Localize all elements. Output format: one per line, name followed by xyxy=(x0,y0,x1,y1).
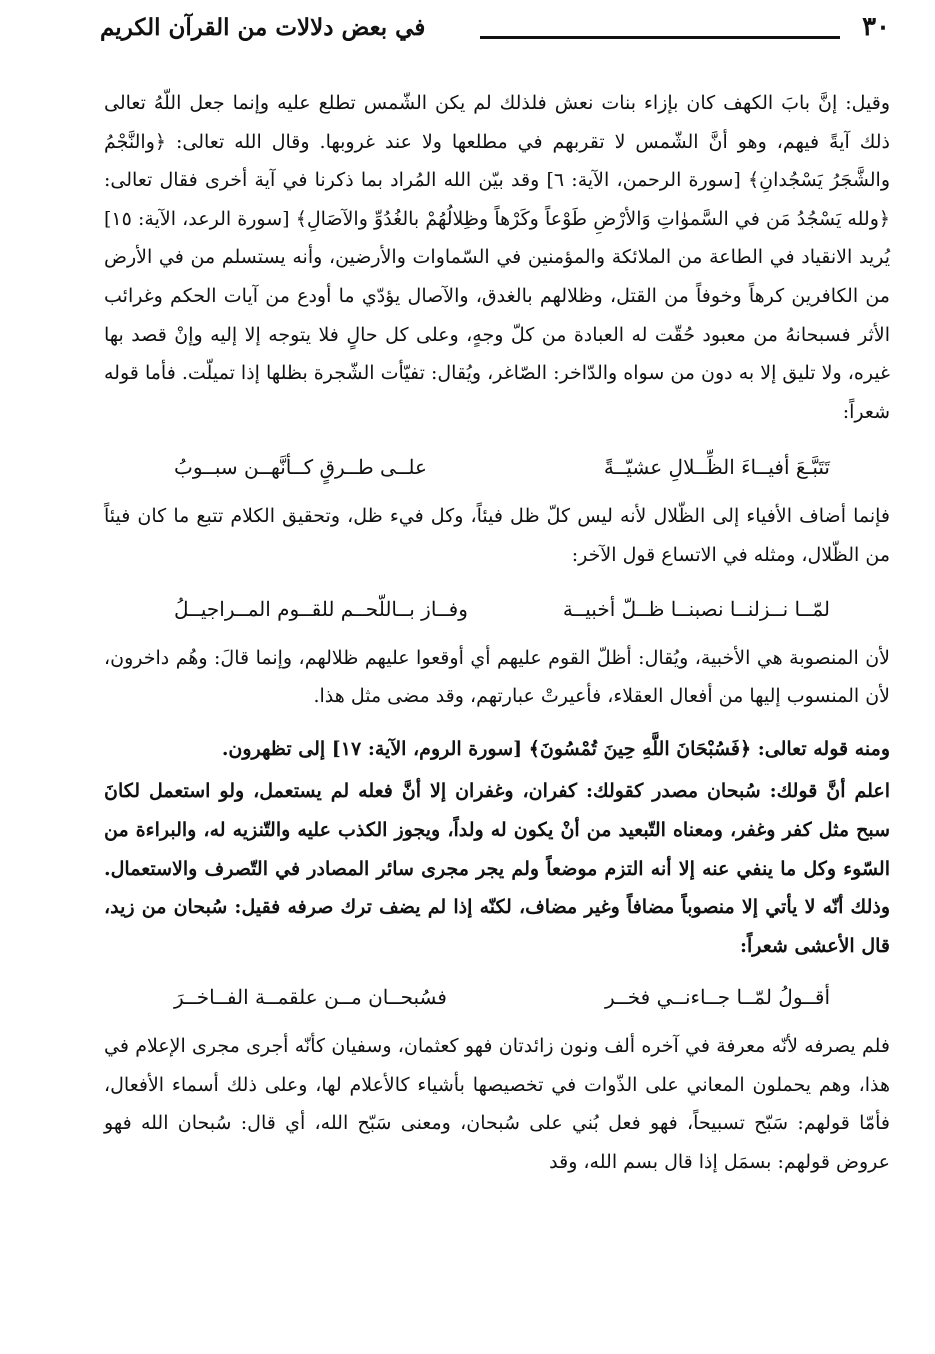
poetry-verse xyxy=(104,977,890,1017)
verse-second-hemistich: فسُبحــان مــن علقمــة الفــاخــرَ xyxy=(174,985,447,1010)
header-rule xyxy=(480,36,840,39)
poetry-verse xyxy=(104,589,890,629)
running-title: في بعض دلالات من القرآن الكريم xyxy=(100,14,426,41)
page-header xyxy=(100,12,890,56)
paragraph: فإنما أضاف الأفياء إلى الظّلال لأنه ليس كلّ ظل فيئاً، وكل فيء ظل، وتحقيق الكلام تتبع ما كان فيئاً من الظّلال، ومثله في الاتساع قول الآخر: xyxy=(104,505,890,566)
paragraph: فلم يصرفه لأنّه معرفة في آخره ألف ونون زائدتان فهو كعثمان، وسفيان كأنّه أجرى مجرى الإعلام في هذا، وهم يحملون المعاني على الذّوات في تخصيصها بأشياء كالأعلام لها، وعلى ذلك أسماء الأفعال، فأمّا قولهم: سَبّح تسبيحاً، فهو فعل بُني على سُبحان، ومعنى سَبّح الله، أي قال: سُبحان الله فهو عروض قولهم: بسمَل إذا قال بسم الله، وقد xyxy=(104,1035,890,1174)
verse-second-hemistich: وفــاز بــاللّحــم للقــوم المــراجيــلُ xyxy=(174,596,468,621)
verse-first-hemistich: لمّــا نــزلنــا نصبنــا ظــلّ أخبيــة xyxy=(562,596,830,621)
page-body xyxy=(104,84,890,1182)
paragraph: لأن المنصوبة هي الأخبية، ويُقال: أظلّ القوم عليهم أي أوقعوا عليهم ظلالهم، وإنما قالَ: وهُم داخرون، لأن المنسوب إليها من أفعال العقلاء، فأعيرتْ عبارتهم، وقد مضى مثل هذا. xyxy=(104,646,890,708)
poetry-verse xyxy=(104,447,890,487)
paragraph: اعلم أنَّ قولك: سُبحان مصدر كقولك: كفران، وغفران إلا أنَّ فعله لم يستعمل، ولو استعمل لكانَ سبح مثل كفر وغفر، ومعناه التّبعيد من أنْ يكون له ولداً، ويجوز الكذب عليه والتّنزيه له، والبراءة من السّوء وكل ما ينفي عنه إلا أنه التزم موضعاً ولم يجر مجرى سائر المصادر في التّصرف والاستعمال. وذلك أنّه لا يأتي إلا منصوباً مضافاً وغير مضاف، لكنّه إذا لم يضف ترك صرفه فقيل: سُبحان من زيد، قال الأعشى شعراً: xyxy=(104,780,890,957)
verse-second-hemistich: علــى طــرقٍ كــأنَّهــن سبــوبُ xyxy=(174,455,427,480)
page-number: ٣٠ xyxy=(862,12,890,42)
verse-first-hemistich: أقــولُ لمّــا جــاءنــي فخــر xyxy=(605,985,830,1010)
verse-first-hemistich: تَتَبَّـعَ أفيــاءَ الظِّــلالِ عشيّــةً xyxy=(603,455,830,480)
paragraph: وقيل: إنَّ بابَ الكهف كان بإزاء بنات نعش فلذلك لم يكن الشّمس تطلع عليه وإنما جعل اللّهُ تعالى ذلك آيةً فيهم، وهو أنَّ الشّمس لا تقربهم في مطلعها ولا عند غروبها. وقال الله تعالى: ﴿والنَّجْمُ والشَّجَرُ يَسْجُدانِ﴾ [سورة الرحمن، الآية: ٦] وقد بيّن الله المُراد بما ذكرنا في آية أخرى فقال تعالى: ﴿ولله يَسْجُدُ مَن في السَّموٰاتِ وَالأرْضِ طَوْعاً وكَرْهاً وظِلالُهُمْ بالغُدُوِّ والآصَالِ﴾ [سورة الرعد، الآية: ١٥] يُريد الانقياد في الطاعة من الملائكة والمؤمنين في السّماوات والأرضين، وأنه يستسلم من في الأرض من الكافرين كرهاً وخوفاً من القتل، وظلالهم بالغدق، والآصال يؤدّي ما أودع من آيات الحكم وغرائب الأثر فسبحانهُ من معبود حُقّت له العبادة من كلّ وجهٍ، وعلى كل حالٍ فلا يتوجه إلا إليه وإنْ قصد بها غيره، ولا تليق إلا به دون من سواه والدّاخر: الصّاغر، ويُقال: تفيّأت الشّجرة بظلها إذا تميلّت. فأما قوله شعراً: xyxy=(104,92,891,423)
quran-quote-paragraph: ومنه قوله تعالى: ﴿فَسُبْحَانَ اللَّهِ حِينَ تُمْسُونَ﴾ [سورة الروم، الآية: ١٧] إلى تظهرون. xyxy=(221,737,890,760)
